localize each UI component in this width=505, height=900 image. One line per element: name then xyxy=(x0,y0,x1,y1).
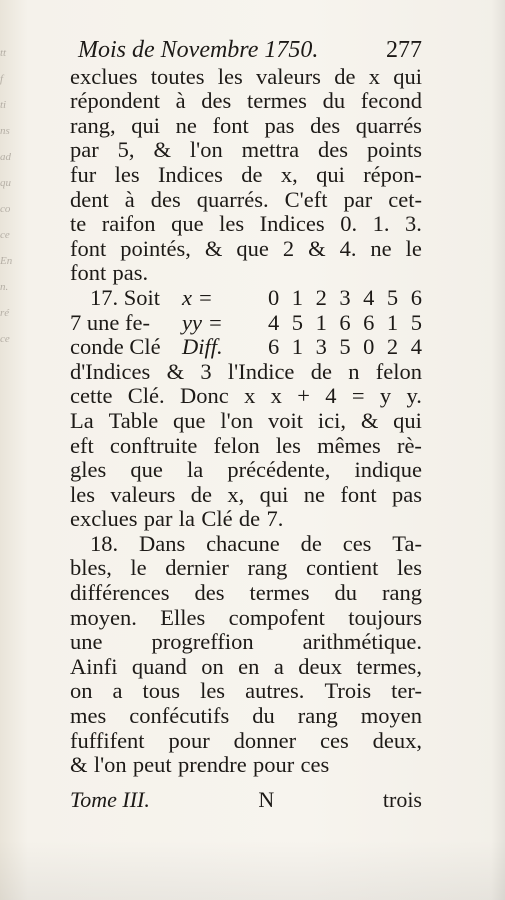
table-cell: 5 xyxy=(410,309,422,335)
text-line: fur les Indices de x, qui répon- xyxy=(70,161,422,187)
catchword: trois xyxy=(382,787,422,812)
bleed-fragment: ad xyxy=(0,151,11,163)
row-expression: x = xyxy=(182,284,213,310)
row-values xyxy=(268,335,422,360)
table-cell: 0 xyxy=(363,334,375,360)
table-cell: 3 xyxy=(339,284,351,310)
row-expression: Diff. xyxy=(182,334,223,360)
table-cell: 2 xyxy=(386,334,399,360)
table-cell: 1 xyxy=(315,309,327,335)
text-line: eft conftruite felon les mêmes rè- xyxy=(70,432,422,458)
paragraph-1 xyxy=(70,65,422,286)
table-cell: 6 xyxy=(339,309,351,335)
bleed-fragment: ti xyxy=(0,99,7,111)
bleed-fragment: co xyxy=(0,203,11,215)
text-line: différences des termes du rang xyxy=(70,580,422,606)
row-values xyxy=(268,286,422,311)
bleed-fragment: ns xyxy=(0,125,10,137)
tome-label: Tome III. xyxy=(70,787,150,812)
table-cell: 6 xyxy=(268,334,280,360)
text-line: on a tous les autres. Trois ter- xyxy=(70,678,422,704)
bleed-fragment: ré xyxy=(0,307,10,319)
text-line: font pas. xyxy=(70,260,149,286)
bleed-fragment: En xyxy=(0,255,13,267)
text-line: exclues par la Clé de 7. xyxy=(70,506,284,532)
table-cell: 5 xyxy=(339,334,351,360)
bleed-fragment: qu xyxy=(0,177,11,189)
text-line: répondent à des termes du fecond xyxy=(70,88,422,114)
table-cell: 6 xyxy=(410,284,422,310)
table-cell: 5 xyxy=(386,284,399,310)
text-line: par 5, & l'on mettra des points xyxy=(70,137,422,163)
table-cell: 1 xyxy=(291,284,304,310)
text-line: fuffifent pour donner ces deux, xyxy=(70,727,422,753)
table-cell: 6 xyxy=(363,309,375,335)
text-line: te raifon que les Indices 0. 1. 3. xyxy=(70,211,422,237)
table-cell: 0 xyxy=(268,284,280,310)
page-edge-shadow xyxy=(491,0,505,900)
table-cell: 4 xyxy=(410,334,422,360)
bleed-fragment: ce xyxy=(0,229,10,241)
page-bottom-shadow xyxy=(0,840,505,900)
row-values xyxy=(268,311,422,336)
table-cell: 3 xyxy=(315,334,327,360)
text-line: moyen. Elles compofent toujours xyxy=(70,604,422,630)
paragraph-3 xyxy=(70,532,422,778)
text-line: La Table que l'on voit ici, & qui xyxy=(70,407,422,433)
table-row xyxy=(70,311,422,336)
table-cell: 5 xyxy=(291,309,304,335)
bleed-fragment: tt xyxy=(0,47,7,59)
page-number: 277 xyxy=(386,37,422,63)
signature-mark: N xyxy=(258,787,275,812)
text-line: & l'on peut prendre pour ces xyxy=(70,752,330,778)
table-row xyxy=(70,335,422,360)
row-label: 17. Soit xyxy=(90,284,161,310)
running-title: Mois de Novembre 1750. xyxy=(78,37,319,63)
bleed-fragment: n. xyxy=(0,281,9,293)
row-expression: yy = xyxy=(182,309,223,335)
page-text xyxy=(70,38,422,778)
text-line: bles, le dernier rang contient les xyxy=(70,555,422,581)
text-line: mes confécutifs du rang moyen xyxy=(70,703,422,729)
text-line: Ainfi quand on en a deux termes, xyxy=(70,653,422,679)
bleed-fragment: ce xyxy=(0,333,10,345)
paragraph-2 xyxy=(70,360,422,532)
page-footer xyxy=(70,787,422,813)
text-line: exclues toutes les valeurs de x qui xyxy=(70,63,422,89)
table-cell: 4 xyxy=(363,284,375,310)
text-line: gles que la précédente, indique xyxy=(70,457,422,483)
row-label: conde Clé xyxy=(70,334,161,360)
text-line: une progreffion arithmétique. xyxy=(70,629,422,655)
table-cell: 4 xyxy=(268,309,280,335)
text-line: rang, qui ne font pas des quarrés xyxy=(70,112,422,138)
table-cell: 1 xyxy=(291,334,304,360)
facing-page-bleed xyxy=(0,40,30,660)
text-line: font pointés, & que 2 & 4. ne le xyxy=(70,235,422,261)
text-line: 18. Dans chacune de ces Ta- xyxy=(90,530,422,556)
running-header xyxy=(70,38,422,63)
text-line: dent à des quarrés. C'eft par cet- xyxy=(70,186,422,212)
table-cell: 1 xyxy=(386,309,399,335)
text-line: cette Clé. Donc x x + 4 = y y. xyxy=(70,383,422,409)
row-label: 7 une fe- xyxy=(70,309,150,335)
text-line: les valeurs de x, qui ne font pas xyxy=(70,481,422,507)
text-line: d'Indices & 3 l'Indice de n felon xyxy=(70,358,422,384)
bleed-fragment: f xyxy=(0,73,4,85)
equation-table xyxy=(70,286,422,360)
table-cell: 2 xyxy=(315,284,327,310)
table-row xyxy=(70,286,422,311)
